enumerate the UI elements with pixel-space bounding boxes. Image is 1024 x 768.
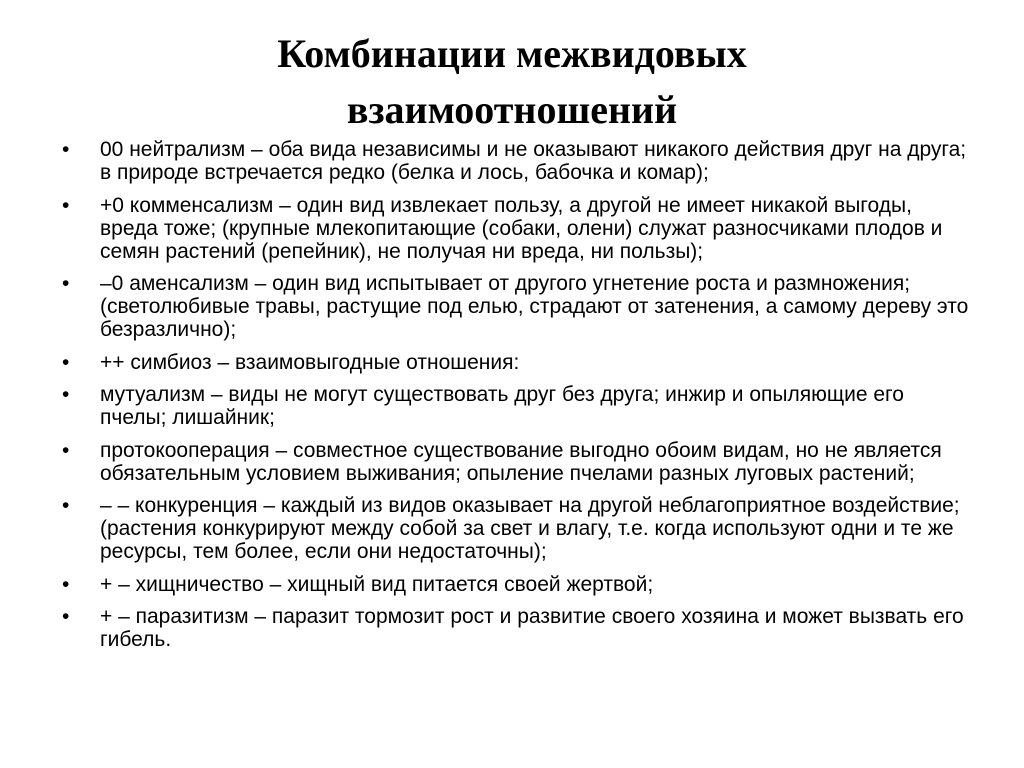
bullet-text: – – конкуренция – каждый из видов оказывает на другой неблагоприятное воздействие; (растения конкурируют между собой за свет и влагу, т.е. когда используют одни и те же ресурсы, тем более, если они недостаточны); bbox=[100, 494, 960, 563]
bullet-icon: • bbox=[62, 438, 70, 462]
bullet-icon: • bbox=[62, 350, 70, 374]
bullet-icon: • bbox=[62, 138, 70, 161]
bullet-text: протокооперация – совместное существование выгодно обоим видам, но не является обязательным условием выживания; опыление пчелами разных луговых растений; bbox=[100, 438, 942, 485]
bullet-icon: • bbox=[62, 494, 70, 517]
slide-title: Комбинации межвидовых взаимоотношений bbox=[277, 31, 747, 132]
bullet-text: ++ симбиоз – взаимовыгодные отношения: bbox=[100, 350, 520, 374]
bullet-item-predation bbox=[55, 573, 975, 596]
bullet-item-symbiosis bbox=[55, 351, 975, 374]
bullet-text: + – паразитизм – паразит тормозит рост и развитие своего хозяина и может вызвать его гибель. bbox=[100, 605, 964, 651]
bullet-icon: • bbox=[62, 572, 70, 596]
bullet-icon: • bbox=[62, 383, 70, 406]
bullet-text: мутуализм – виды не могут существовать друг без друга; инжир и опыляющие его пчелы; лишайник; bbox=[100, 383, 904, 429]
bullet-text: + – хищничество – хищный вид питается своей жертвой; bbox=[100, 572, 654, 596]
bullet-text: +0 комменсализм – один вид извлекает пользу, а другой не имеет никакой выгоды, вреда тоже; (крупные млекопитающие (собаки, олени) служат разносчиками плодов и семян растений (репейник), не получая ни вреда, ни пользы); bbox=[100, 193, 943, 263]
bullet-icon: • bbox=[62, 605, 70, 628]
bullet-item-commensalism bbox=[55, 194, 975, 263]
bullet-item-parasitism bbox=[55, 605, 975, 651]
bullet-item-protocooperation bbox=[55, 439, 975, 485]
bullet-item-mutualism bbox=[55, 383, 975, 429]
bullet-text: 00 нейтрализм – оба вида независимы и не оказывают никакого действия друг на друга; в природе встречается редко (белка и лось, бабочка и комар); bbox=[100, 138, 967, 184]
bullet-icon: • bbox=[62, 193, 70, 217]
bullet-item-neutralism bbox=[55, 138, 975, 184]
bullet-text: –0 аменсализм – один вид испытывает от другого угнетение роста и размножения; (светолюбивые травы, растущие под елью, страдают от затенения, а самому дереву это безразлично); bbox=[100, 272, 969, 341]
bullet-list bbox=[55, 138, 975, 661]
bullet-icon: • bbox=[62, 272, 70, 295]
bullet-item-competition bbox=[55, 494, 975, 563]
bullet-item-amensalism bbox=[55, 272, 975, 341]
